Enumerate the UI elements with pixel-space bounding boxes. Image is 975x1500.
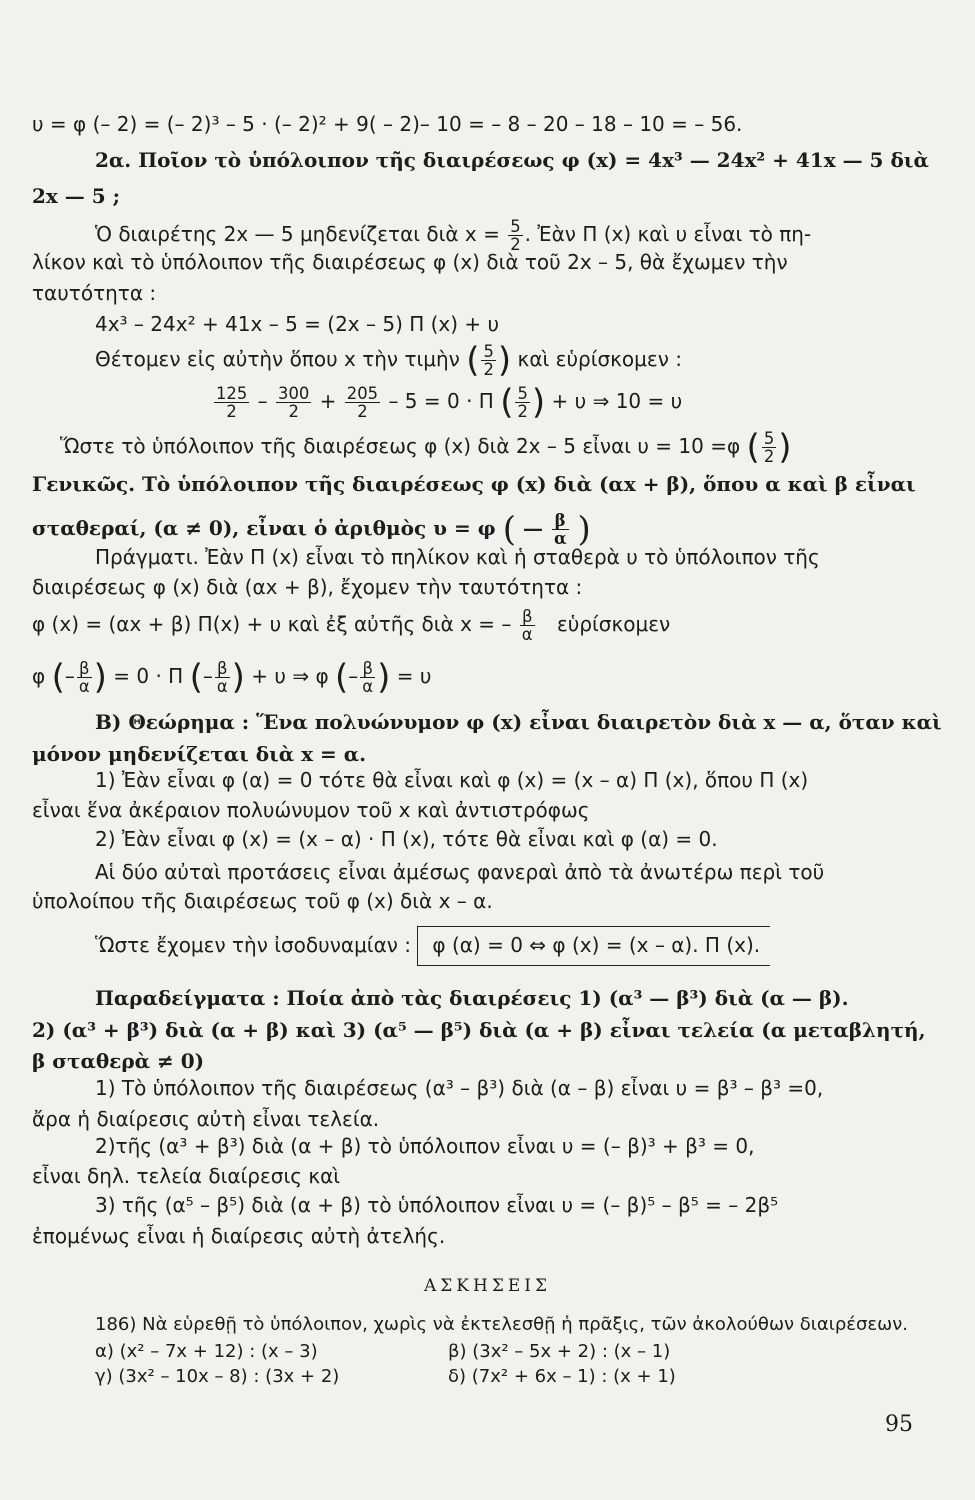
exercise-c: γ) (3x² – 10x – 8) : (3x + 2) — [95, 1366, 340, 1387]
proof-line-3: φ (x) = (αx + β) Π(x) + υ καὶ ἐξ αὐτῆς διὰ x = – $\frac{\beta}{\alpha}$ εὑρίσκομεν — [32, 607, 671, 645]
example-3: 3) τῆς (α⁵ – β⁵) διὰ (α + β) τὸ ὑπόλοιπον εἶναι υ = (– β)⁵ – β⁵ = – 2β⁵ — [95, 1193, 779, 1217]
exercises-heading: ΑΣΚΗΣΕΙΣ — [424, 1276, 551, 1296]
line-divisor: Ὁ διαιρέτης 2x — 5 μηδενίζεται διὰ x = $\frac{5}{2}$ . Ἐὰν Π (x) καὶ υ εἶναι τὸ πη- — [95, 217, 812, 255]
example-3-cont: ἐπομένως εἶναι ἡ διαίρεσις αὐτὴ ἀτελής. — [32, 1224, 446, 1248]
fraction-beta-alpha: $\frac{\beta}{\alpha}$ — [216, 659, 228, 697]
theorem-heading: Β) Θεώρημα : Ἕνα πολυώνυμον φ (x) εἶναι διαιρετὸν διὰ x — α, ὅταν καὶ — [95, 710, 942, 734]
examples-cont-2: β σταθερὰ ≠ 0) — [32, 1049, 205, 1073]
line-remainder-result: Ὥστε τὸ ὑπόλοιπον τῆς διαιρέσεως φ (x) διὰ 2x – 5 εἶναι υ = 10 =φ ( $\frac{5}{2}$ ) — [60, 427, 792, 468]
examples-heading: Παραδείγματα : Ποία ἀπὸ τὰς διαιρέσεις 1) (α³ — β³) διὰ (α — β). — [95, 986, 849, 1010]
example-2-cont: εἶναι δηλ. τελεία διαίρεσις καὶ — [32, 1164, 341, 1188]
question-2a-cont: 2x — 5 ; — [32, 184, 121, 208]
page-number: 95 — [885, 1412, 913, 1437]
examples-cont: 2) (α³ + β³) διὰ (α + β) καὶ 3) (α⁵ — β⁵) διὰ (α + β) εἶναι τελεία (α μεταβλητή, — [32, 1018, 926, 1042]
line-1: υ = φ (– 2) = (– 2)³ – 5 · (– 2)² + 9( – 2)– 10 = – 8 – 20 – 18 – 10 = – 56. — [32, 112, 743, 136]
fraction-300-2: $\frac{300}{2}$ — [278, 384, 310, 422]
fraction-5-2: $\frac{5}{2}$ — [510, 217, 521, 255]
example-1: 1) Τὸ ὑπόλοιπον τῆς διαιρέσεως (α³ – β³) διὰ (α – β) εἶναι υ = β³ – β³ =0, — [95, 1076, 824, 1100]
fraction-5-2: $\frac{5}{2}$ — [763, 429, 775, 467]
example-1-cont: ἄρα ἡ διαίρεσις αὐτὴ εἶναι τελεία. — [32, 1107, 380, 1131]
fraction-beta-alpha: $\frac{\beta}{\alpha}$ — [362, 659, 374, 697]
fraction-beta-alpha: $\frac{\beta}{\alpha}$ — [78, 659, 90, 697]
identity-equation: 4x³ – 24x² + 41x – 5 = (2x – 5) Π (x) + υ — [95, 312, 500, 336]
proof-line-4: φ (– $\frac{\beta}{\alpha}$ ) = 0 · Π (– $\frac{\beta}{\alpha}$ ) + υ ⇒ φ (– $\frac{\beta}{\alpha}$ ) = υ — [32, 657, 432, 698]
substitution-equation: $\frac{125}{2}$ – $\frac{300}{2}$ + $\frac{205}{2}$ – 5 = 0 · Π ( $\frac{5}{2}$ ) + υ ⇒ 10 = υ — [216, 382, 683, 423]
fraction-125-2: $\frac{125}{2}$ — [216, 384, 248, 422]
fraction-205-2: $\frac{205}{2}$ — [346, 384, 379, 422]
example-2: 2)τῆς (α³ + β³) διὰ (α + β) τὸ ὑπόλοιπον εἶναι υ = (– β)³ + β³ = 0, — [95, 1134, 755, 1158]
exercise-b: β) (3x² – 5x + 2) : (x – 1) — [448, 1341, 671, 1362]
equivalence-box: φ (α) = 0 ⇔ φ (x) = (x – α). Π (x). — [417, 926, 770, 966]
theorem-remark: Αἱ δύο αὐταὶ προτάσεις εἶναι ἀμέσως φανεραὶ ἀπὸ τὰ ἀνωτέρω περὶ τοῦ — [95, 860, 825, 884]
fraction-beta-alpha: $\frac{\beta}{\alpha}$ — [553, 511, 567, 549]
fraction-5-2: $\frac{5}{2}$ — [483, 342, 494, 380]
proof-line-2: διαιρέσεως φ (x) διὰ (αx + β), ἔχομεν τὴν ταυτότητα : — [32, 575, 583, 599]
theorem-remark-cont: ὑπολοίπου τῆς διαιρέσεως τοῦ φ (x) διὰ x – α. — [32, 889, 493, 913]
theorem-cont: μόνον μηδενίζεται διὰ x = α. — [32, 742, 367, 766]
line-5: λίκον καὶ τὸ ὑπόλοιπον τῆς διαιρέσεως φ (x) διὰ τοῦ 2x – 5, θὰ ἔχωμεν τὴν — [32, 250, 788, 274]
exercise-d: δ) (7x² + 6x – 1) : (x + 1) — [448, 1366, 676, 1387]
exercise-186: 186) Νὰ εὑρεθῇ τὸ ὑπόλοιπον, χωρὶς νὰ ἐκτελεσθῇ ἡ πρᾶξις, τῶν ἀκολούθων διαιρέσεων. — [95, 1314, 908, 1335]
equivalence-line: Ὥστε ἔχομεν τὴν ἰσοδυναμίαν : φ (α) = 0 ⇔ φ (x) = (x – α). Π (x). — [95, 926, 770, 966]
fraction-beta-alpha: $\frac{\beta}{\alpha}$ — [521, 607, 533, 645]
general-statement: Γενικῶς. Τὸ ὑπόλοιπον τῆς διαιρέσεως φ (x) διὰ (αx + β), ὅπου α καὶ β εἶναι — [32, 472, 916, 496]
fraction-5-2: $\frac{5}{2}$ — [517, 384, 528, 422]
question-2a: 2α. Ποῖον τὸ ὑπόλοιπον τῆς διαιρέσεως φ (x) = 4x³ — 24x² + 41x — 5 διὰ — [95, 148, 929, 172]
line-set-value: Θέτομεν εἰς αὐτὴν ὅπου x τὴν τιμὴν ( $\frac{5}{2}$ ) καὶ εὑρίσκομεν : — [95, 340, 682, 381]
general-statement-cont: σταθεραί, (α ≠ 0), εἶναι ὁ ἀριθμὸς υ = φ ( — $\frac{\beta}{\alpha}$ ) — [32, 509, 591, 550]
theorem-part-1-cont: εἶναι ἕνα ἀκέραιον πολυώνυμον τοῦ x καὶ ἀντιστρόφως — [32, 798, 590, 822]
proof-line-1: Πράγματι. Ἐὰν Π (x) εἶναι τὸ πηλίκον καὶ ἡ σταθερὰ υ τὸ ὑπόλοιπον τῆς — [95, 545, 820, 569]
line-6: ταυτότητα : — [32, 281, 157, 305]
exercise-a: α) (x² – 7x + 12) : (x – 3) — [95, 1341, 318, 1362]
theorem-part-2: 2) Ἐὰν εἶναι φ (x) = (x – α) · Π (x), τότε θὰ εἶναι καὶ φ (α) = 0. — [95, 827, 718, 851]
theorem-part-1: 1) Ἐὰν εἶναι φ (α) = 0 τότε θὰ εἶναι καὶ φ (x) = (x – α) Π (x), ὅπου Π (x) — [95, 768, 809, 792]
